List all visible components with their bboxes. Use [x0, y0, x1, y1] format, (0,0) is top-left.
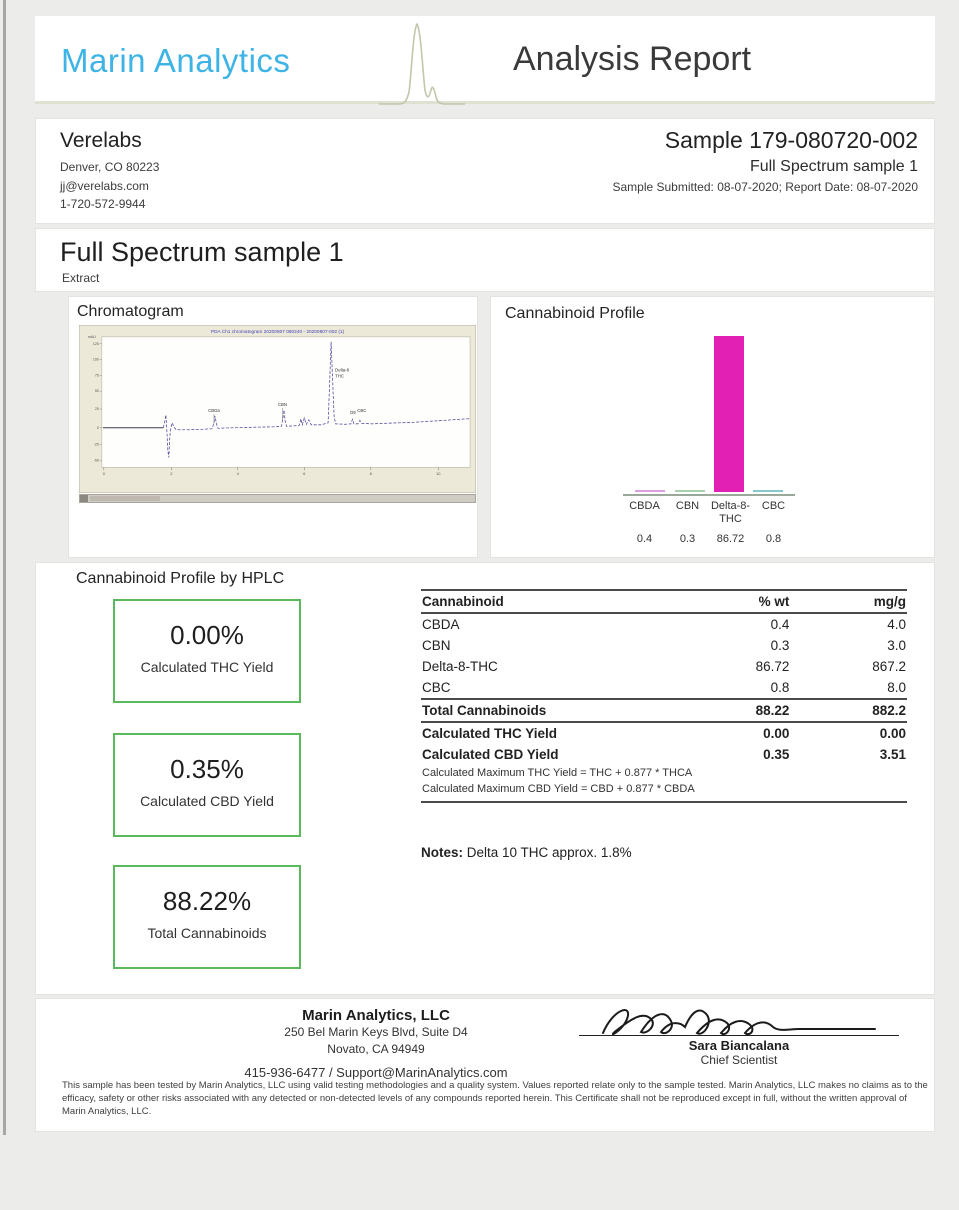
table-row: CBC 0.8 8.0 — [422, 680, 906, 695]
lab-brand-name: Marin Analytics — [61, 42, 291, 79]
lab-name: Marin Analytics, LLC — [302, 1007, 450, 1024]
table-footnote-row: Calculated Maximum THC Yield = THC + 0.877 * THCA — [422, 767, 693, 779]
cannabinoid-profile-heading: Cannabinoid Profile — [505, 305, 645, 322]
chromatogram-scrollbar — [79, 494, 476, 503]
bar-label-cbda: CBDA — [629, 500, 660, 512]
table-total-row: Total Cannabinoids 88.22 882.2 — [421, 699, 907, 722]
svg-text:2: 2 — [170, 471, 173, 477]
product-title: Full Spectrum sample 1 — [60, 237, 344, 267]
chromatogram-heading: Chromatogram — [77, 303, 184, 320]
hplc-section — [35, 562, 935, 995]
svg-text:0: 0 — [102, 471, 105, 477]
client-email: jj@verelabs.com — [60, 178, 149, 193]
report-header — [35, 16, 935, 104]
bar-value-cbda: 0.4 — [636, 533, 653, 545]
chromatogram-peak-icon — [377, 18, 467, 108]
thc-yield-label: Calculated THC Yield — [140, 659, 274, 675]
notes-label: Notes: — [421, 845, 464, 860]
chromatogram-panel — [68, 296, 478, 558]
sample-name: Full Spectrum sample 1 — [749, 158, 918, 175]
hplc-heading: Cannabinoid Profile by HPLC — [76, 570, 285, 587]
notes-text: Delta 10 THC approx. 1.8% — [463, 845, 632, 860]
bar-cbda — [635, 490, 665, 493]
report-title: Analysis Report — [513, 40, 752, 78]
bar-label-cbn: CBN — [675, 500, 700, 512]
table-header-row — [421, 590, 907, 613]
svg-text:50: 50 — [94, 389, 99, 394]
bar-cbn — [675, 490, 705, 493]
svg-text:CBC: CBC — [357, 407, 367, 413]
col-header-mg: mg/g — [790, 590, 907, 613]
product-title-panel — [35, 228, 935, 292]
svg-text:100: 100 — [92, 357, 99, 362]
cbd-yield-label: Calculated CBD Yield — [140, 793, 274, 809]
table-row: CBDA 0.4 4.0 — [422, 617, 906, 632]
bar-value-cbn: 0.3 — [679, 533, 696, 545]
svg-text:-25: -25 — [93, 442, 99, 447]
table-thc-yield-row: Calculated THC Yield 0.00 0.00 — [422, 726, 906, 741]
client-block — [60, 129, 159, 214]
chromatogram-image — [79, 325, 476, 493]
report-footer — [35, 998, 935, 1132]
product-type: Extract — [62, 271, 100, 285]
svg-text:PDA Ch1 chromatogram 20200807: PDA Ch1 chromatogram 20200807 080240 - 20200807-002 (1) — [210, 329, 345, 335]
lab-address-block — [196, 1007, 556, 1080]
cbd-yield-box — [113, 733, 301, 837]
svg-text:Delta-8: Delta-8 — [335, 367, 350, 373]
svg-text:8: 8 — [369, 471, 372, 477]
svg-text:THC: THC — [335, 373, 345, 379]
table-row: CBN 0.3 3.0 — [422, 638, 906, 653]
bar-delta-8-thc — [714, 336, 744, 492]
thc-yield-value: 0.00% — [170, 620, 244, 650]
svg-text:75: 75 — [94, 373, 99, 378]
svg-text:mAU: mAU — [87, 334, 96, 339]
signer-title: Chief Scientist — [700, 1053, 778, 1067]
bar-value-delta-8-thc: 86.72 — [716, 533, 745, 545]
bar-label-delta-8-thc: Delta-8-THC — [710, 500, 751, 525]
table-cbd-yield-row: Calculated CBD Yield 0.35 3.51 — [422, 747, 906, 762]
disclaimer-text: This sample has been tested by Marin Analytics, LLC using valid testing methodologies and a quality system. Values reported relate only to the sample tested. Marin Analytics, LLC makes no claims as to the efficacy, safety or other risks associated with any detected or non-detected levels of any compounds reported herein. This Certificate shall not be reproduced except in full, without the written approval of Marin Analytics, LLC. — [62, 1080, 928, 1118]
svg-text:D9: D9 — [350, 409, 356, 415]
client-name: Verelabs — [60, 129, 142, 152]
info-panel — [35, 118, 935, 224]
total-cannabinoids-label: Total Cannabinoids — [147, 925, 267, 941]
lab-address1: 250 Bel Marin Keys Blvd, Suite D4 — [284, 1025, 468, 1039]
svg-text:125: 125 — [92, 341, 99, 346]
client-phone: 1-720-572-9944 — [60, 197, 146, 212]
lab-address2: Novato, CA 94949 — [327, 1041, 425, 1056]
client-address: Denver, CO 80223 — [60, 160, 160, 174]
svg-text:4: 4 — [236, 471, 239, 477]
svg-text:CBDa: CBDa — [208, 407, 220, 413]
scrollbar-thumb — [90, 496, 160, 501]
table-row: Delta-8-THC 86.72 867.2 — [422, 659, 906, 674]
col-header-wt: % wt — [683, 590, 790, 613]
svg-text:6: 6 — [303, 471, 306, 477]
cannabinoid-profile-panel — [490, 296, 935, 558]
cannabinoid-table-wrap — [421, 589, 907, 803]
scan-edge-artifact — [3, 0, 6, 1135]
signer-name: Sara Biancalana — [688, 1038, 790, 1053]
col-header-cannabinoid: Cannabinoid — [421, 590, 683, 613]
bar-label-cbc: CBC — [761, 500, 786, 512]
cbd-yield-value: 0.35% — [170, 754, 244, 784]
sample-id: Sample 179-080720-002 — [664, 127, 918, 153]
bar-chart-values — [623, 533, 795, 545]
table-footnote-row: Calculated Maximum CBD Yield = CBD + 0.877 * CBDA — [421, 781, 907, 802]
bar-chart-labels — [623, 500, 795, 525]
sample-dates: Sample Submitted: 08-07-2020; Report Date: 08-07-2020 — [612, 180, 918, 194]
bar-value-cbc: 0.8 — [765, 533, 782, 545]
signature-line — [579, 1035, 899, 1036]
svg-text:25: 25 — [94, 406, 99, 411]
lab-contact: 415-936-6477 / Support@MarinAnalytics.com — [244, 1064, 508, 1080]
bar-cbc — [753, 490, 783, 493]
svg-text:10: 10 — [436, 471, 441, 477]
signature-block — [564, 999, 914, 1067]
svg-text:0: 0 — [96, 425, 99, 430]
notes-line — [421, 845, 632, 860]
scrollbar-button — [80, 495, 88, 502]
total-cannabinoids-box — [113, 865, 301, 969]
bar-chart-axis — [623, 494, 795, 496]
cannabinoid-table — [421, 589, 907, 803]
svg-text:CBN: CBN — [277, 402, 288, 408]
total-cannabinoids-value: 88.22% — [162, 886, 252, 916]
thc-yield-box — [113, 599, 301, 703]
svg-text:-50: -50 — [93, 458, 99, 463]
sample-block — [612, 127, 918, 194]
